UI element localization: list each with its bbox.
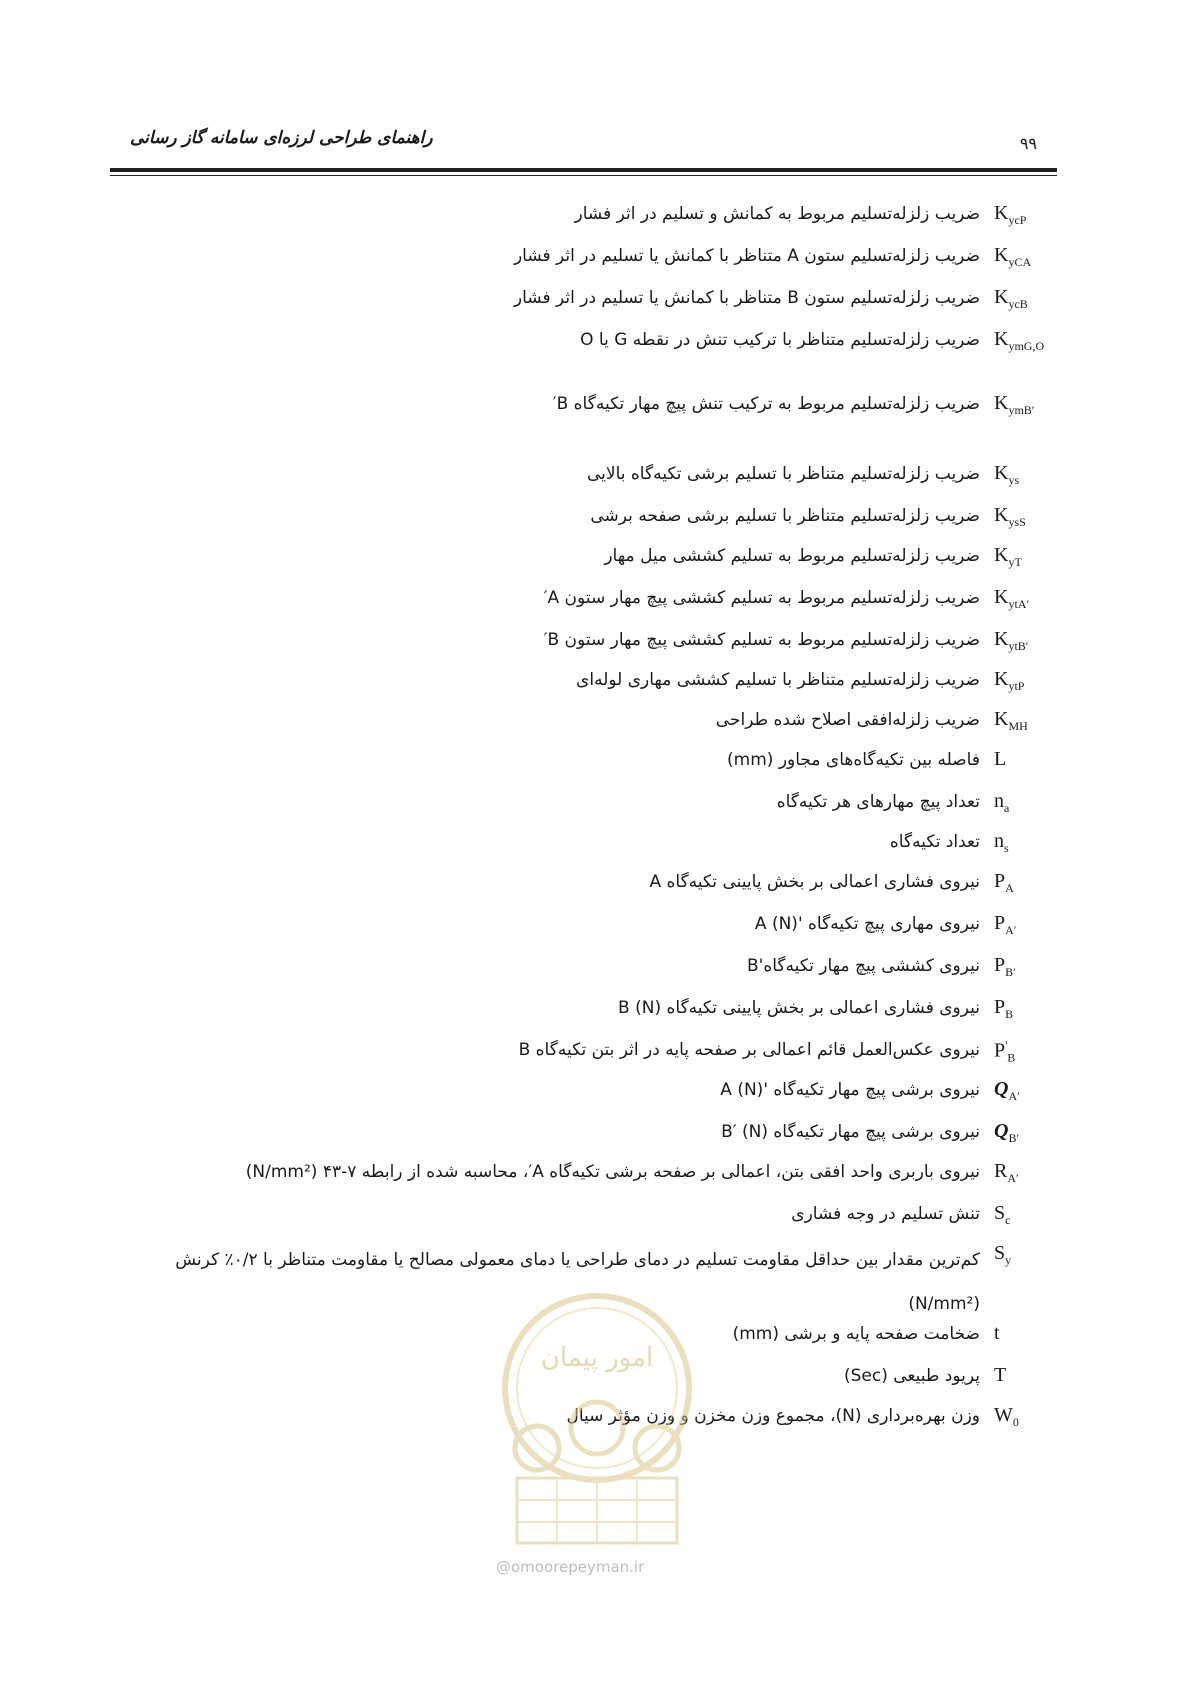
symbol-description: فاصله بین تکیه‌گاه‌های مجاور (mm) <box>727 750 980 770</box>
symbol-notation <box>994 1202 1052 1228</box>
symbol-row <box>100 326 1052 360</box>
symbol-notation <box>994 748 1052 771</box>
symbol-notation <box>994 586 1052 612</box>
symbol-base: P <box>994 870 1006 892</box>
symbol-base: n <box>994 790 1004 812</box>
symbol-row <box>100 666 1052 700</box>
symbol-subscript: ytP <box>1008 679 1025 693</box>
symbol-description: ضریب زلزله‌تسلیم مربوط به تسلیم کششی میل مهار <box>604 546 980 566</box>
symbol-description: ضریب زلزله‌افقی اصلاح شده طراحی <box>715 710 980 730</box>
symbol-row <box>100 910 1052 944</box>
symbol-subscript: yCA <box>1008 255 1032 269</box>
symbol-row <box>100 746 1052 780</box>
symbol-description: ضریب زلزله‌تسلیم مربوط به کمانش و تسلیم در اثر فشار <box>574 204 980 224</box>
symbol-description: ضریب زلزله‌تسلیم متناظر با تسلیم برشی صفحه برشی <box>590 506 980 526</box>
symbol-base: K <box>994 668 1009 690</box>
symbol-superscript: ' <box>1005 1038 1008 1052</box>
symbol-base: L <box>994 748 1007 770</box>
symbol-base: W <box>994 1404 1013 1426</box>
symbol-subscript: A′ <box>1005 923 1017 937</box>
symbol-notation <box>994 1120 1052 1146</box>
symbol-row <box>100 952 1052 986</box>
symbol-row <box>100 828 1052 862</box>
symbol-subscript: ysS <box>1008 515 1026 529</box>
symbol-notation <box>994 708 1052 734</box>
symbol-base: K <box>994 504 1009 526</box>
symbol-subscript: s <box>1004 841 1009 855</box>
symbol-base: R <box>994 1160 1008 1182</box>
symbol-description: نیروی برشی پیچ مهار تکیه‌گاه 'A (N) <box>720 1080 980 1100</box>
page-header <box>110 128 1057 166</box>
symbol-base: K <box>994 244 1009 266</box>
symbol-base: Q <box>994 1078 1009 1100</box>
symbol-row <box>100 788 1052 822</box>
symbol-row <box>100 502 1052 536</box>
header-rule-thin <box>110 175 1057 176</box>
symbol-subscript: ycB <box>1008 297 1028 311</box>
symbol-row <box>100 994 1052 1028</box>
symbol-subscript: ytA′ <box>1008 597 1030 611</box>
symbol-subscript: B <box>1007 1050 1016 1065</box>
symbol-description: پریود طبیعی (Sec) <box>843 1366 980 1386</box>
symbol-notation <box>994 1038 1052 1066</box>
symbol-base: K <box>994 392 1009 414</box>
symbol-base: S <box>994 1202 1006 1224</box>
symbol-notation <box>994 790 1052 816</box>
symbol-row <box>100 626 1052 660</box>
symbol-description: ضریب زلزله‌تسلیم متناظر با ترکیب تنش در نقطه G یا O <box>580 330 980 350</box>
symbol-subscript: B <box>1005 1007 1014 1021</box>
symbol-description: نیروی کششی پیچ مهار تکیه‌گاه'B <box>746 956 980 976</box>
symbol-notation <box>994 912 1052 938</box>
symbol-subscript: ytB′ <box>1008 639 1029 653</box>
symbol-subscript: ycP <box>1008 213 1027 227</box>
symbol-base: P <box>994 912 1006 934</box>
symbol-row <box>100 390 1052 424</box>
symbol-base: n <box>994 830 1004 852</box>
symbol-subscript: y <box>1005 1253 1012 1267</box>
symbol-base: K <box>994 586 1009 608</box>
symbol-subscript: ymB′ <box>1008 403 1035 417</box>
symbol-row <box>100 284 1052 318</box>
symbol-description: نیروی برشی پیچ مهار تکیه‌گاه B′ (N) <box>721 1122 980 1142</box>
symbol-row <box>100 868 1052 902</box>
symbol-row <box>100 1036 1052 1070</box>
symbol-description: ضریب زلزله‌تسلیم مربوط به تسلیم کششی پیچ مهار ستون A′ <box>543 588 980 608</box>
symbol-row <box>100 1240 1052 1314</box>
symbol-description: نیروی مهاری پیچ تکیه‌گاه 'A (N) <box>754 914 980 934</box>
symbol-subscript: ys <box>1008 473 1020 487</box>
symbol-description: ضریب زلزله‌تسلیم متناظر با تسلیم کششی مهاری لوله‌ای <box>576 670 980 690</box>
symbol-base: K <box>994 544 1009 566</box>
symbol-notation <box>994 504 1052 530</box>
symbol-subscript: c <box>1005 1213 1011 1227</box>
symbol-base: K <box>994 286 1009 308</box>
page-number: ۹۹ <box>1019 134 1037 153</box>
symbol-description: ضریب زلزله‌تسلیم مربوط به تسلیم کششی پیچ مهار ستون B′ <box>543 630 980 650</box>
symbol-notation <box>994 1322 1052 1345</box>
symbol-base: K <box>994 462 1009 484</box>
running-title: راهنمای طراحی لرزه‌ای سامانه گاز رسانی <box>130 128 433 148</box>
symbol-description: ضریب زلزله‌تسلیم ستون A متناظر با کمانش یا تسلیم در اثر فشار <box>513 246 980 266</box>
symbol-base: S <box>994 1242 1006 1264</box>
symbol-notation <box>994 1364 1052 1387</box>
symbol-row <box>100 1200 1052 1234</box>
symbol-subscript: B′ <box>1005 965 1016 979</box>
symbol-description: ضخامت صفحه پایه و برشی (mm) <box>732 1324 980 1344</box>
symbol-notation <box>994 1242 1052 1268</box>
symbol-base: t <box>994 1322 1000 1344</box>
symbol-notation <box>994 392 1052 418</box>
symbol-description: ضریب زلزله‌تسلیم متناظر با تسلیم برشی تکیه‌گاه بالایی <box>586 464 980 484</box>
symbol-notation <box>994 870 1052 896</box>
symbol-row <box>100 706 1052 740</box>
symbol-notation <box>994 544 1052 570</box>
symbol-subscript: a <box>1004 801 1010 815</box>
symbol-notation <box>994 328 1052 354</box>
symbol-subscript: B′ <box>1008 1131 1020 1145</box>
symbol-subscript: MH <box>1008 719 1028 733</box>
symbol-row <box>100 584 1052 618</box>
symbol-description: کم‌ترین مقدار بین حداقل مقاومت تسلیم در دمای طراحی یا دمای معمولی مصالح یا مقاومت متناظر با ۰/۲٪ کرنش (N/mm²) <box>175 1250 980 1314</box>
symbol-description: ضریب زلزله‌تسلیم مربوط به ترکیب تنش پیچ مهار تکیه‌گاه B′ <box>552 394 980 414</box>
symbol-subscript: A′ <box>1008 1089 1020 1103</box>
watermark-site: @omoorepeyman.ir <box>496 1558 645 1576</box>
symbol-subscript: yT <box>1008 555 1022 569</box>
symbol-notation <box>994 954 1052 980</box>
symbol-row <box>100 1118 1052 1152</box>
symbol-notation <box>994 244 1052 270</box>
symbol-row <box>100 542 1052 576</box>
symbol-base: K <box>994 628 1009 650</box>
symbol-notation <box>994 202 1052 228</box>
symbol-notation <box>994 462 1052 488</box>
symbol-notation <box>994 1404 1052 1430</box>
symbol-notation <box>994 996 1052 1022</box>
symbol-subscript: 0 <box>1012 1415 1019 1429</box>
symbol-row <box>100 460 1052 494</box>
symbol-notation <box>994 1160 1052 1186</box>
symbol-description: نیروی فشاری اعمالی بر بخش پایینی تکیه‌گاه B (N) <box>618 998 980 1018</box>
symbol-base: K <box>994 328 1009 350</box>
symbol-base: P <box>994 954 1006 976</box>
symbol-notation <box>994 628 1052 654</box>
symbol-description: نیروی فشاری اعمالی بر بخش پایینی تکیه‌گاه A <box>649 872 980 892</box>
symbol-row <box>100 242 1052 276</box>
header-rule-thick <box>110 168 1057 172</box>
symbol-subscript: A <box>1005 881 1014 895</box>
symbol-description: نیروی عکس‌العمل قائم اعمالی بر صفحه پایه در اثر بتن تکیه‌گاه B <box>518 1040 980 1060</box>
symbol-description: تنش تسلیم در وجه فشاری <box>791 1204 980 1224</box>
symbol-subscript: A′ <box>1007 1171 1019 1185</box>
symbol-base: K <box>994 202 1009 224</box>
symbol-base: P <box>994 1039 1006 1062</box>
symbol-description: ضریب زلزله‌تسلیم ستون B متناظر با کمانش یا تسلیم در اثر فشار <box>513 288 980 308</box>
symbol-base: Q <box>994 1120 1009 1142</box>
symbol-notation <box>994 1078 1052 1104</box>
symbol-base: K <box>994 708 1009 730</box>
symbol-base: P <box>994 996 1006 1018</box>
symbol-notation <box>994 668 1052 694</box>
symbol-notation <box>994 286 1052 312</box>
symbol-description: تعداد پیچ مهارهای هر تکیه‌گاه <box>776 792 980 812</box>
symbol-description: تعداد تکیه‌گاه <box>889 832 980 852</box>
symbol-description: وزن بهره‌برداری (N)، مجموع وزن مخزن و وزن مؤثر سیال <box>566 1406 980 1426</box>
watermark-logo-text: امور پیمان <box>540 1343 654 1373</box>
symbol-row <box>100 1076 1052 1110</box>
symbol-row <box>100 1158 1052 1192</box>
watermark-logo <box>492 1288 702 1553</box>
symbol-base: T <box>994 1364 1007 1386</box>
symbol-notation <box>994 830 1052 856</box>
symbol-row <box>100 200 1052 234</box>
symbol-description: نیروی باربری واحد افقی بتن، اعمالی بر صفحه برشی تکیه‌گاه A′، محاسبه شده از رابطه ۷-۴۳ (N/mm²) <box>245 1162 980 1182</box>
symbol-subscript: ymG,O <box>1008 339 1045 353</box>
